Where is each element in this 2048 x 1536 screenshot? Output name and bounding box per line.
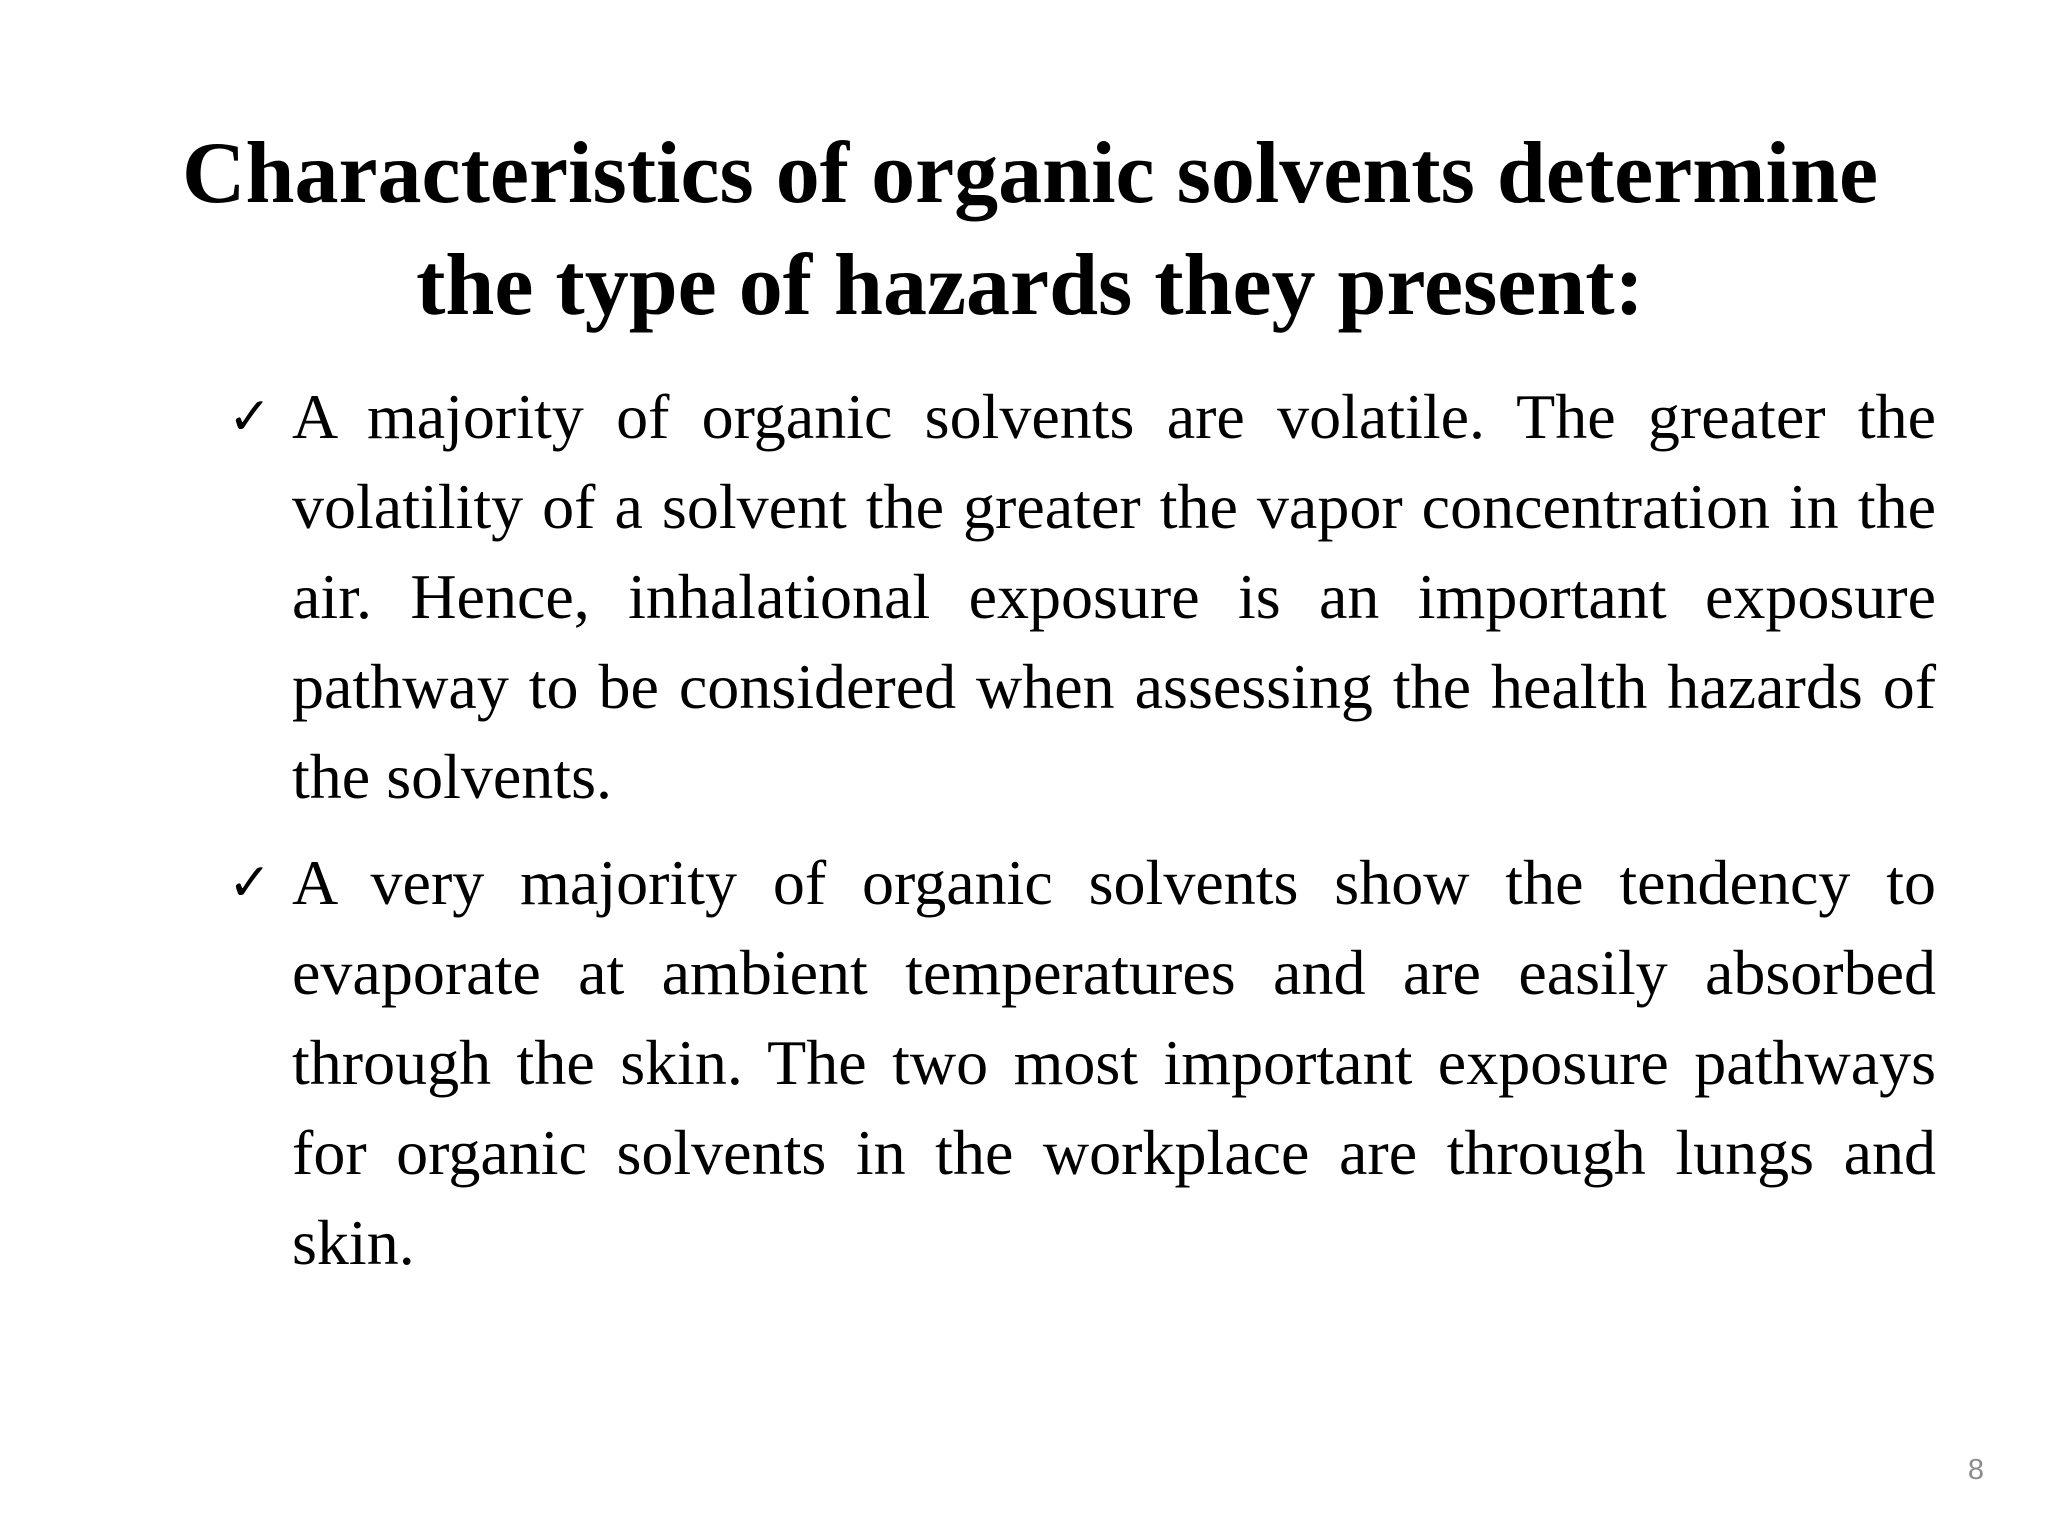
bullet-item-absorption (228, 838, 1936, 1288)
bullet-text: A very majority of organic solvents show the tendency to evaporate at ambient temperatures and are easily absorbed through the skin. The two most important exposure pathways for organic solvents in the workplace are through lungs and skin. (292, 847, 1936, 1278)
slide-title-line-2: the type of hazards they present: (416, 237, 1644, 334)
bullet-text: A majority of organic solvents are volatile. The greater the volatility of a solvent the greater the vapor concentration in the air. Hence, inhalational exposure is an important exposure pathway to be considered when assessing the health hazards of the solvents. (292, 381, 1936, 812)
slide-title (120, 118, 1940, 342)
checkmark-icon: ✓ (228, 387, 272, 447)
bullet-list (228, 372, 1936, 1304)
slide-title-line-1: Characteristics of organic solvents determine (181, 125, 1879, 222)
checkmark-icon: ✓ (228, 853, 272, 913)
bullet-item-volatility (228, 372, 1936, 822)
page-number: 8 (1967, 1454, 1984, 1486)
